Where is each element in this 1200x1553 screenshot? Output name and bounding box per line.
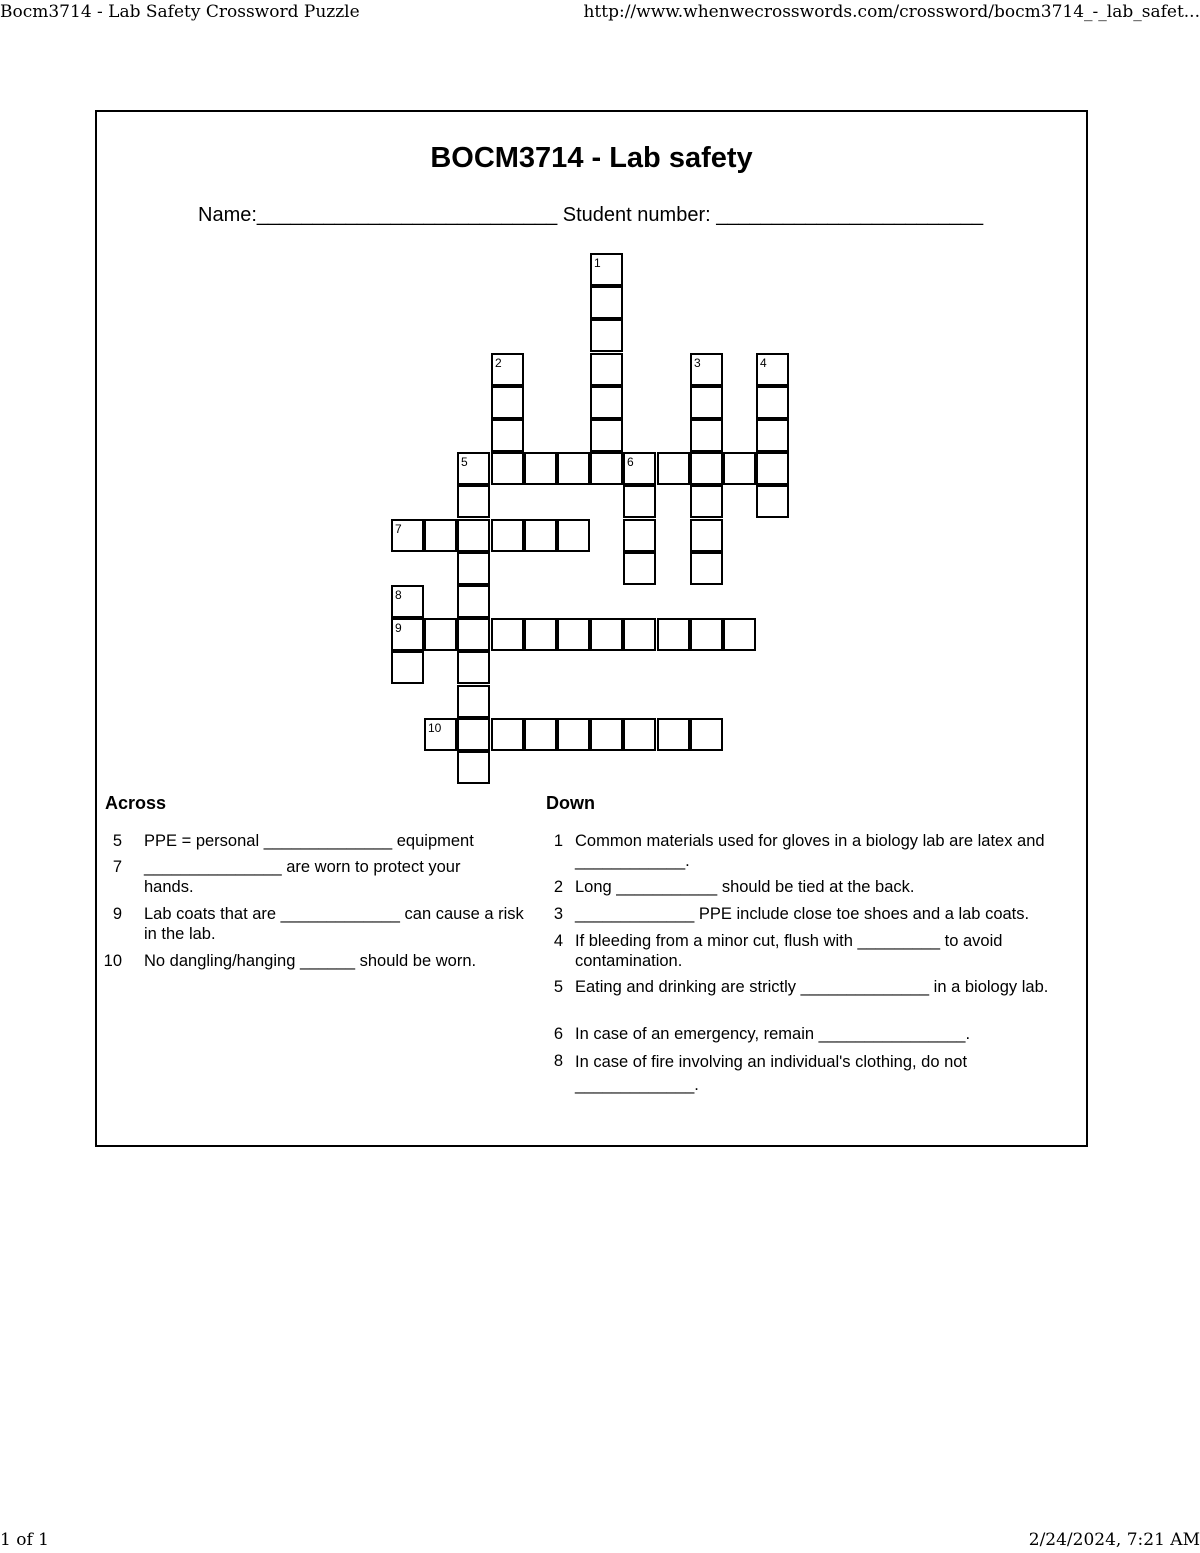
crossword-cell[interactable] [491,419,524,452]
crossword-cell[interactable] [623,485,656,518]
crossword-cell[interactable] [690,353,723,386]
crossword-cell[interactable] [457,552,490,585]
clue-text: In case of an emergency, remain ________________. [575,1025,971,1043]
crossword-cell[interactable] [524,452,557,485]
crossword-cell[interactable] [557,618,590,651]
crossword-cell[interactable] [491,452,524,485]
cell-clue-number: 1 [594,256,601,270]
clue-number: 5 [553,978,563,996]
clue-number: 4 [553,932,563,950]
crossword-cell[interactable] [457,519,490,552]
crossword-cell[interactable] [657,618,690,651]
crossword-cell[interactable] [690,519,723,552]
clue-text: Eating and drinking are strictly ______________ in a biology lab. [575,978,1049,996]
clue-text: In case of fire involving an individual's clothing, do not _____________. [575,1053,968,1094]
cell-clue-number: 5 [461,455,468,469]
clue-text: No dangling/hanging ______ should be worn. [144,952,477,970]
crossword-cell[interactable] [457,452,490,485]
crossword-cell[interactable] [723,618,756,651]
crossword-cell[interactable] [491,386,524,419]
crossword-cell[interactable] [457,718,490,751]
crossword-cell[interactable] [657,718,690,751]
crossword-cell[interactable] [391,651,424,684]
crossword-cell[interactable] [623,452,656,485]
crossword-cell[interactable] [491,353,524,386]
crossword-cell[interactable] [590,618,623,651]
crossword-cell[interactable] [457,585,490,618]
cell-clue-number: 7 [395,522,402,536]
crossword-cell[interactable] [457,618,490,651]
crossword-cell[interactable] [524,618,557,651]
crossword-cell[interactable] [491,718,524,751]
cell-clue-number: 8 [395,588,402,602]
crossword-cell[interactable] [491,519,524,552]
crossword-cell[interactable] [457,651,490,684]
clue-number: 7 [112,858,122,876]
puzzle-title: BOCM3714 - Lab safety [430,142,753,174]
print-page-count: 1 of 1 [0,1530,49,1550]
crossword-cell[interactable] [623,519,656,552]
crossword-cell[interactable] [557,452,590,485]
name-student-number-line: Name:___________________________ Student number: ________________________ [198,204,984,226]
print-datetime: 2/24/2024, 7:21 AM [1028,1530,1200,1550]
clue-text: _______________ are worn to protect your hands. [144,858,461,896]
crossword-cell[interactable] [590,319,623,352]
crossword-cell[interactable] [557,519,590,552]
crossword-cell[interactable] [590,718,623,751]
crossword-cell[interactable] [756,386,789,419]
crossword-cell[interactable] [756,452,789,485]
crossword-cell[interactable] [457,685,490,718]
clue-number: 3 [553,905,563,923]
crossword-cell[interactable] [690,485,723,518]
clue-number: 10 [103,952,122,970]
clue-text: Long ___________ should be tied at the back. [575,878,915,896]
cell-clue-number: 2 [495,356,502,370]
clue-number: 5 [112,832,122,850]
crossword-cell[interactable] [623,718,656,751]
crossword-cell[interactable] [424,618,457,651]
print-page-title: Bocm3714 - Lab Safety Crossword Puzzle [0,2,360,22]
crossword-cell[interactable] [690,452,723,485]
crossword-cell[interactable] [756,485,789,518]
cell-clue-number: 9 [395,621,402,635]
clue-text: If bleeding from a minor cut, flush with _________ to avoid contamination. [575,932,1003,970]
crossword-cell[interactable] [690,618,723,651]
crossword-cell[interactable] [590,253,623,286]
crossword-cell[interactable] [756,419,789,452]
clue-number: 2 [553,878,563,896]
crossword-cell[interactable] [391,519,424,552]
crossword-cell[interactable] [457,485,490,518]
crossword-cell[interactable] [491,618,524,651]
crossword-cell[interactable] [590,386,623,419]
crossword-cell[interactable] [524,718,557,751]
clue-text: Common materials used for gloves in a biology lab are latex and ____________. [575,832,1045,870]
cell-clue-number: 6 [627,455,634,469]
clue-text: PPE = personal ______________ equipment [144,832,474,850]
clue-number: 6 [553,1025,563,1043]
cell-clue-number: 10 [428,721,442,735]
clue-number: 9 [112,905,122,923]
crossword-cell[interactable] [623,618,656,651]
clue-number: 8 [553,1052,563,1070]
down-heading: Down [546,793,595,813]
crossword-cell[interactable] [590,419,623,452]
crossword-cell[interactable] [424,519,457,552]
crossword-cell[interactable] [590,286,623,319]
crossword-cell[interactable] [524,519,557,552]
crossword-cell[interactable] [590,353,623,386]
clue-number: 1 [553,832,563,850]
crossword-cell[interactable] [657,452,690,485]
clue-text: Lab coats that are _____________ can cause a risk in the lab. [144,905,524,943]
crossword-cell[interactable] [623,552,656,585]
crossword-cell[interactable] [690,419,723,452]
crossword-cell[interactable] [756,353,789,386]
crossword-cell[interactable] [391,618,424,651]
crossword-cell[interactable] [690,552,723,585]
crossword-cell[interactable] [391,585,424,618]
crossword-cell[interactable] [690,718,723,751]
print-url: http://www.whenwecrosswords.com/crossword/bocm3714_-_lab_safet... [583,2,1200,22]
cell-clue-number: 3 [694,356,701,370]
crossword-cell[interactable] [557,718,590,751]
crossword-cell[interactable] [457,751,490,784]
clue-text: _____________ PPE include close toe shoes and a lab coats. [575,905,1030,923]
across-heading: Across [105,793,167,813]
crossword-cell[interactable] [723,452,756,485]
crossword-cell[interactable] [590,452,623,485]
cell-clue-number: 4 [760,356,767,370]
crossword-cell[interactable] [424,718,457,751]
crossword-cell[interactable] [690,386,723,419]
